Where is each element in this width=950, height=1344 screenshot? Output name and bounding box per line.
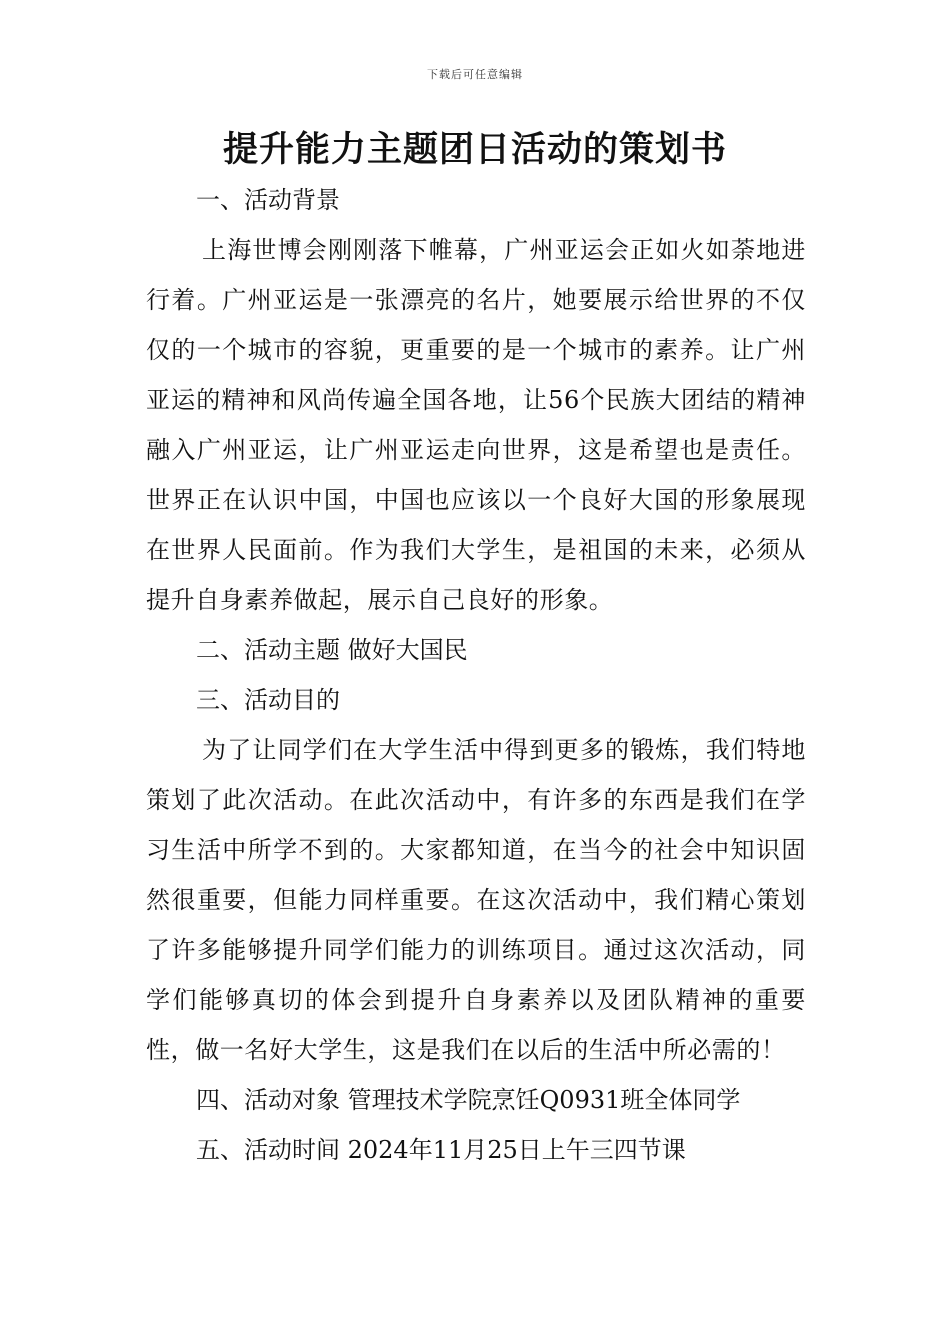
section-heading-theme: 二、活动主题 做好大国民 [196, 636, 468, 664]
section-heading-background: 一、活动背景 [196, 186, 340, 214]
section-paragraph-background: 上海世博会刚刚落下帷幕，广州亚运会正如火如荼地进行着。广州亚运是一张漂亮的名片，她要展示给世界的不仅仅的一个城市的容貌，更重要的是一个城市的素养。让广州亚运的精神和风尚传遍全国各地，让56个民族大团结的精神融入广州亚运，让广州亚运走向世界，这是希望也是责任。世界正在认识中国，中国也应该以一个良好大国的形象展现在世界人民面前。作为我们大学生，是祖国的未来，必须从提升自身素养做起，展示自己良好的形象。 [146, 236, 806, 614]
section-heading-time: 五、活动时间 2024年11月25日上午三四节课 [196, 1136, 686, 1164]
document-title: 提升能力主题团日活动的策划书 [222, 130, 727, 170]
section-heading-purpose: 三、活动目的 [196, 686, 340, 714]
section-heading-audience: 四、活动对象 管理技术学院烹饪Q0931班全体同学 [196, 1086, 741, 1114]
page-header-note: 下载后可任意编辑 [427, 68, 523, 81]
section-paragraph-purpose: 为了让同学们在大学生活中得到更多的锻炼，我们特地策划了此次活动。在此次活动中，有许多的东西是我们在学习生活中所学不到的。大家都知道，在当今的社会中知识固然很重要，但能力同样重要。在这次活动中，我们精心策划了许多能够提升同学们能力的训练项目。通过这次活动，同学们能够真切的体会到提升自身素养以及团队精神的重要性，做一名好大学生，这是我们在以后的生活中所必需的！ [146, 736, 806, 1064]
document-body [146, 175, 806, 1175]
